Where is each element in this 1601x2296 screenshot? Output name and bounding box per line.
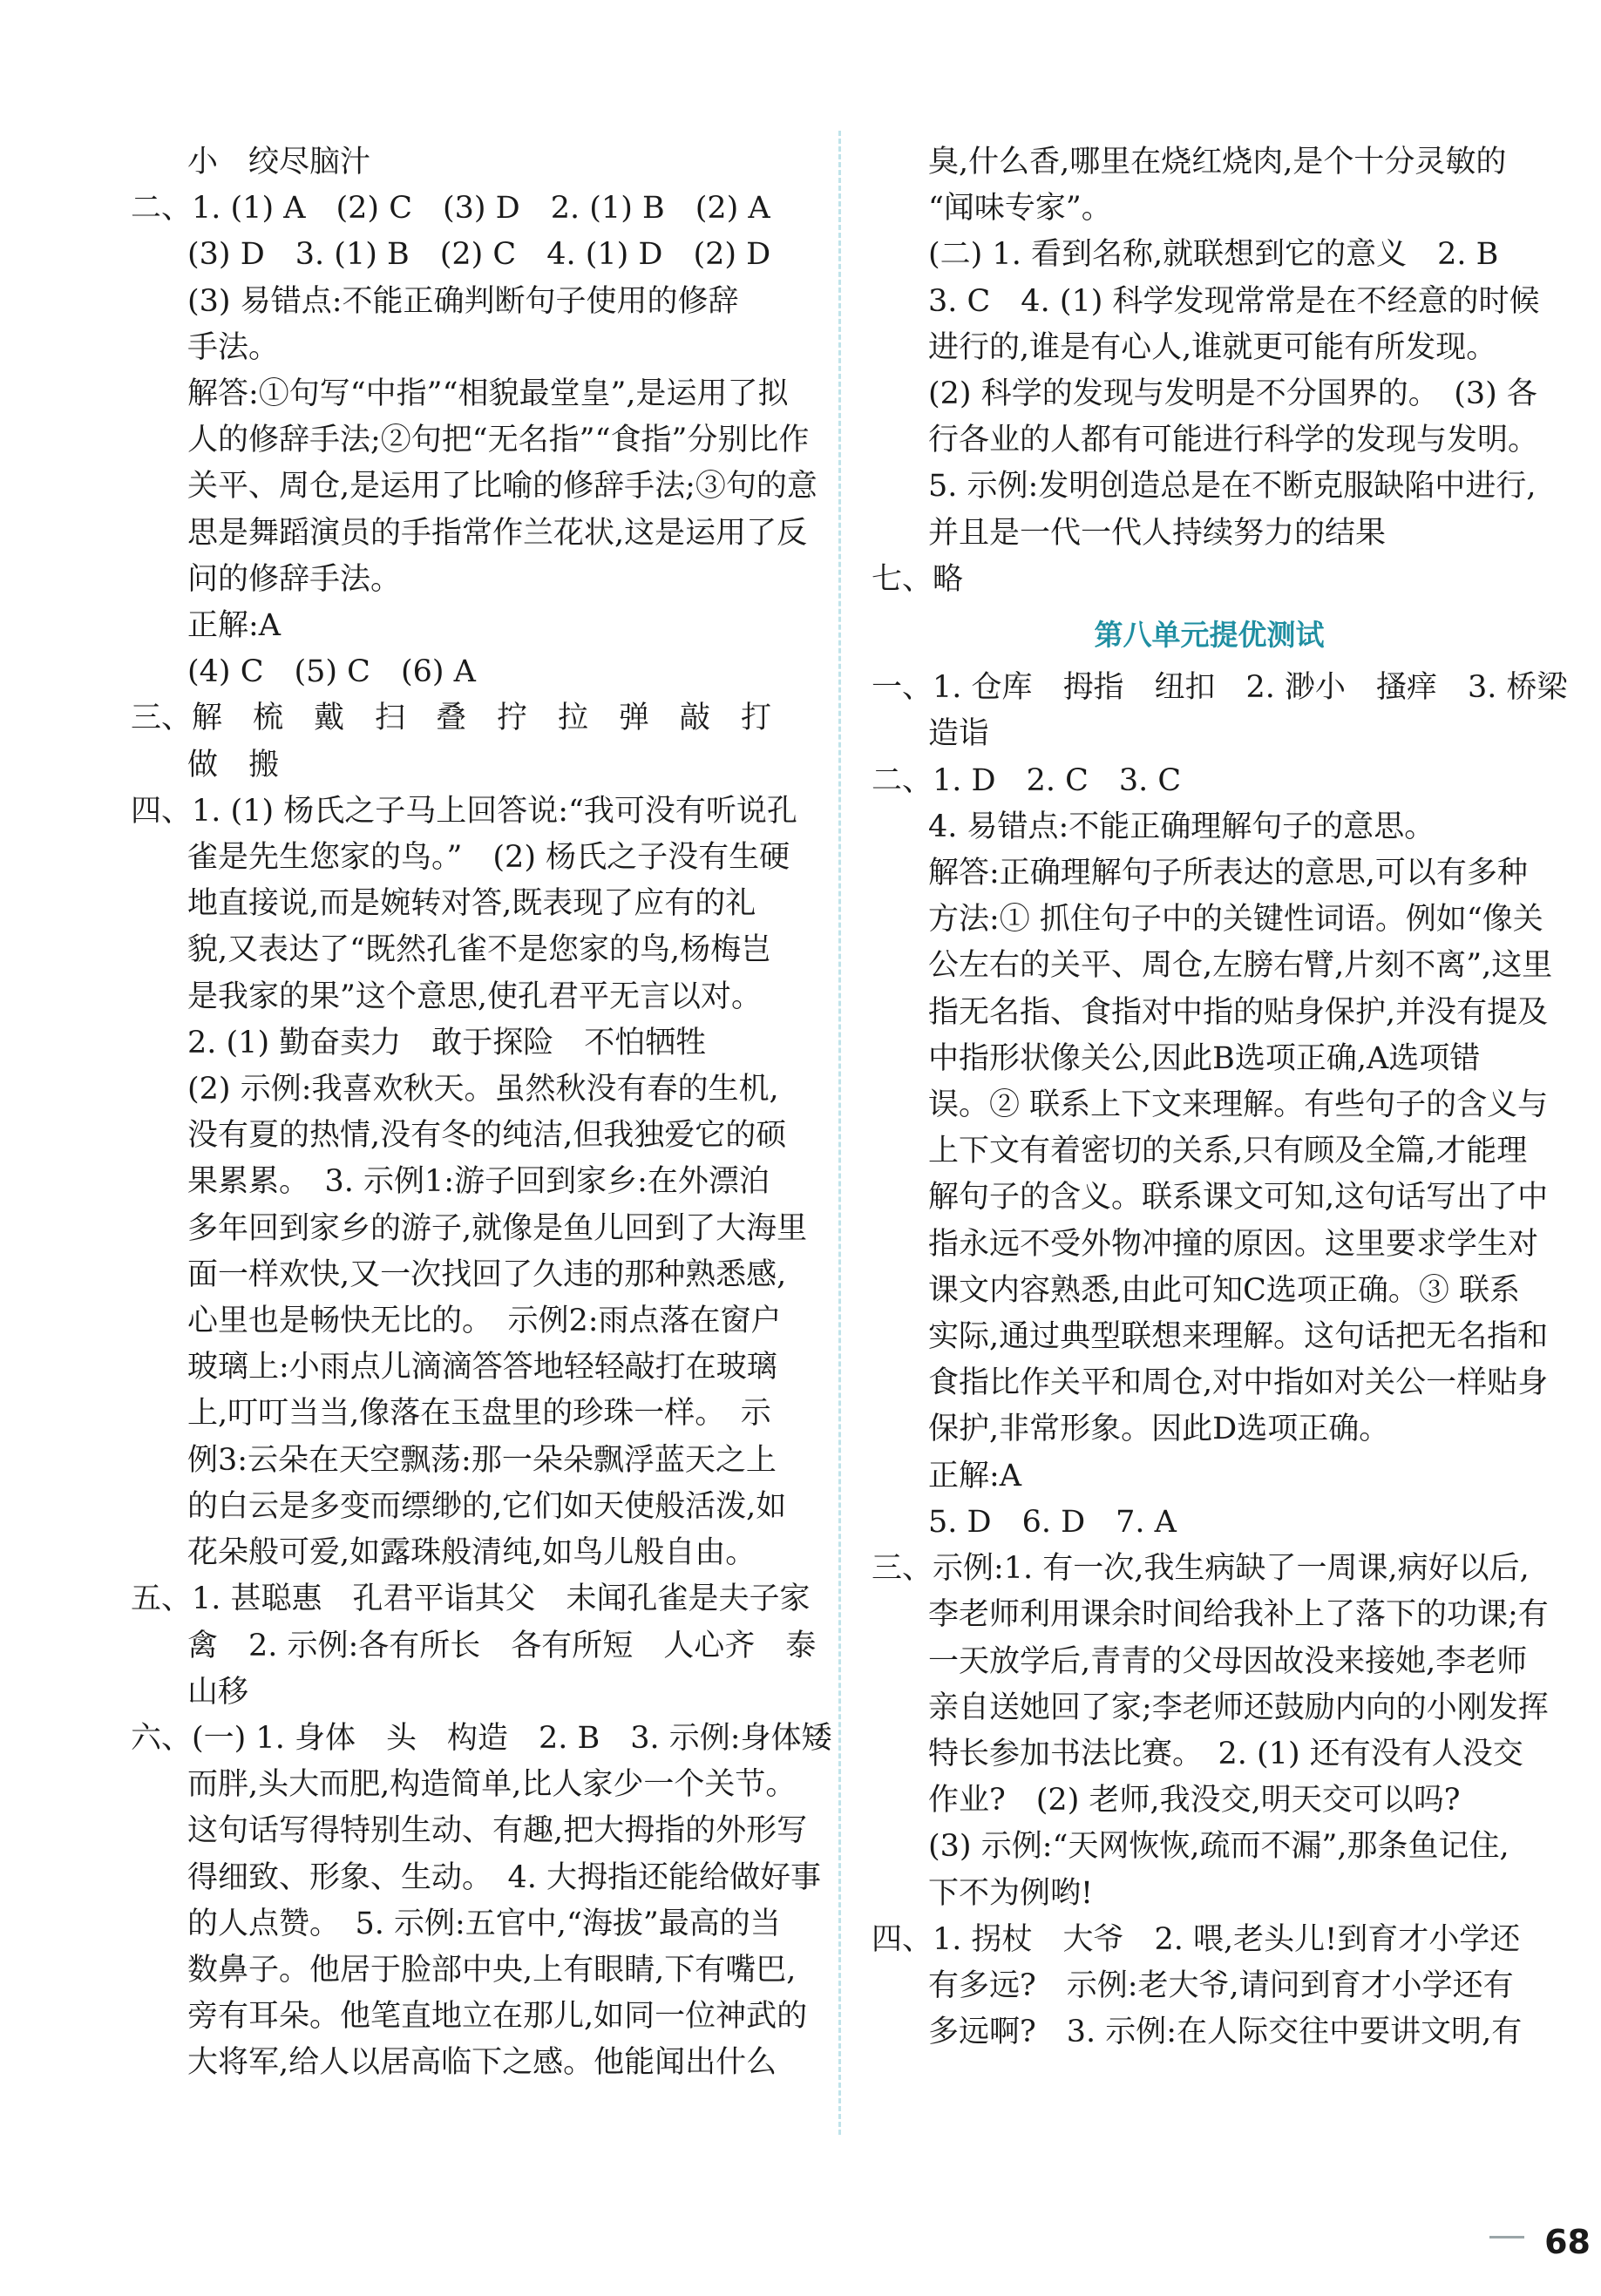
text-line: 这句话写得特别生动、有趣,把大拇指的外形写 — [187, 1813, 808, 1849]
text-line: 六、(一) 1. 身体 头 构造 2. B 3. 示例:身体矮 — [131, 1720, 832, 1756]
text-line: 指无名指、食指对中指的贴身保护,并没有提及 — [928, 994, 1549, 1030]
text-line: 上,叮叮当当,像落在玉盘里的珍珠一样。 示 — [187, 1396, 771, 1432]
text-line: 正解:A — [928, 1458, 1022, 1493]
text-line: 四、1. (1) 杨氏之子马上回答说:“我可没有听说孔 — [131, 793, 797, 829]
page-number-rule — [1489, 2236, 1524, 2238]
text-line: 有多远? 示例:老大爷,请问到育才小学还有 — [928, 1968, 1514, 2003]
text-line: 旁有耳朵。他笔直地立在那儿,如同一位神武的 — [187, 1999, 808, 2035]
text-line: 貌,又表达了“既然孔雀不是您家的鸟,杨梅岂 — [187, 932, 772, 968]
text-line: 课文内容熟悉,由此可知C选项正确。③ 联系 — [928, 1272, 1521, 1308]
text-line: 2. (1) 勤奋卖力 敢于探险 不怕牺牲 — [187, 1025, 707, 1060]
text-line: 指永远不受外物冲撞的原因。这里要求学生对 — [928, 1226, 1539, 1262]
text-line: 小 绞尽脑汁 — [187, 145, 371, 179]
text-line: 心里也是畅快无比的。 示例2:雨点落在窗户 — [187, 1304, 782, 1339]
text-line: 二、1. (1) A (2) C (3) D 2. (1) B (2) A — [131, 191, 770, 227]
text-line: 解答:正确理解句子所表达的意思,可以有多种 — [928, 856, 1528, 891]
text-line: 玻璃上:小雨点儿滴滴答答地轻轻敲打在玻璃 — [187, 1350, 777, 1385]
text-line: 的白云是多变而缥缈的,它们如天使般活泼,如 — [187, 1488, 787, 1524]
text-line: 正解:A — [187, 608, 282, 644]
text-line: 中指形状像关公,因此B选项正确,A选项错 — [928, 1040, 1481, 1076]
text-line: 多远啊? 3. 示例:在人际交往中要讲文明,有 — [928, 2015, 1523, 2050]
text-line: (4) C (5) C (6) A — [187, 654, 476, 690]
text-line: 公左右的关平、周仓,左膀右臂,片刻不离”,这里 — [928, 948, 1553, 984]
text-line: 二、1. D 2. C 3. C — [872, 762, 1182, 798]
text-line: 李老师利用课余时间给我补上了落下的功课;有 — [928, 1597, 1549, 1633]
text-line: 3. C 4. (1) 科学发现常常是在不经意的时候 — [928, 283, 1540, 319]
text-line: 关平、周仓,是运用了比喻的修辞手法;③句的意 — [187, 469, 817, 505]
text-line: 特长参加书法比赛。 2. (1) 还有没有人没交 — [928, 1736, 1523, 1771]
text-line: 保护,非常形象。因此D选项正确。 — [928, 1412, 1390, 1447]
right-column — [872, 139, 1568, 2056]
text-line: 造诣 — [928, 716, 990, 752]
text-line: 5. D 6. D 7. A — [928, 1504, 1177, 1540]
text-line: 的人点赞。 5. 示例:五官中,“海拔”最高的当 — [187, 1906, 781, 1941]
text-line: 禽 2. 示例:各有所长 各有所短 人心齐 泰 — [187, 1628, 817, 1663]
text-line: “闻味专家”。 — [928, 191, 1112, 227]
text-line: 山移 — [187, 1674, 249, 1710]
text-line: 三、解 梳 戴 扫 叠 拧 拉 弹 敲 打 — [131, 701, 772, 736]
text-line: 行各业的人都有可能进行科学的发现与发明。 — [928, 423, 1539, 458]
text-line: 臭,什么香,哪里在烧红烧肉,是个十分灵敏的 — [928, 145, 1507, 179]
text-line: 误。② 联系上下文来理解。有些句子的含义与 — [928, 1087, 1549, 1123]
page-number: 68 — [1544, 2223, 1591, 2261]
text-line: 多年回到家乡的游子,就像是鱼儿回到了大海里 — [187, 1210, 808, 1246]
text-line: 解句子的含义。联系课文可知,这句话写出了中 — [928, 1180, 1549, 1216]
text-line: 食指比作关平和周仓,对中指如对关公一样贴身 — [928, 1365, 1549, 1401]
text-line: 解答:①句写“中指”“相貌最堂皇”,是运用了拟 — [187, 376, 789, 412]
text-line: 进行的,谁是有心人,谁就更可能有所发现。 — [928, 329, 1497, 365]
text-line: 面一样欢快,又一次找回了久违的那种熟悉感, — [187, 1256, 787, 1292]
text-line: 亲自送她回了家;李老师还鼓励内向的小刚发挥 — [928, 1690, 1549, 1725]
text-line: 雀是先生您家的鸟。” (2) 杨氏之子没有生硬 — [187, 840, 790, 876]
text-line: 上下文有着密切的关系,只有顾及全篇,才能理 — [928, 1134, 1528, 1169]
text-line: 一天放学后,青青的父母因故没来接她,李老师 — [928, 1643, 1528, 1679]
text-line: 没有夏的热情,没有冬的纯洁,但我独爱它的硕 — [187, 1118, 787, 1154]
text-line: 并且是一代一代人持续努力的结果 — [928, 515, 1387, 551]
text-line: 大将军,给人以居高临下之感。他能闻出什么 — [187, 2045, 777, 2081]
text-line: (2) 科学的发现与发明是不分国界的。 (3) 各 — [928, 376, 1537, 412]
text-line: 思是舞蹈演员的手指常作兰花状,这是运用了反 — [187, 515, 808, 551]
text-line: (3) D 3. (1) B (2) C 4. (1) D (2) D — [187, 237, 771, 273]
text-line: 花朵般可爱,如露珠般清纯,如鸟儿般自由。 — [187, 1535, 756, 1571]
text-line: 作业? (2) 老师,我没交,明天交可以吗? — [928, 1783, 1461, 1819]
text-line: 地直接说,而是婉转对答,既表现了应有的礼 — [187, 886, 756, 922]
text-line: (二) 1. 看到名称,就联想到它的意义 2. B — [928, 237, 1499, 273]
text-line: 5. 示例:发明创造总是在不断克服缺陷中进行, — [928, 469, 1537, 505]
text-line: 而胖,头大而肥,构造简单,比人家少一个关节。 — [187, 1767, 797, 1803]
text-line: 三、示例:1. 有一次,我生病缺了一周课,病好以后, — [872, 1551, 1530, 1587]
text-line: (3) 易错点:不能正确判断句子使用的修辞 — [187, 283, 739, 319]
text-line: 手法。 — [187, 329, 280, 365]
text-line: 一、1. 仓库 拇指 纽扣 2. 渺小 搔痒 3. 桥梁 — [872, 670, 1568, 706]
text-line: 实际,通过典型联想来理解。这句话把无名指和 — [928, 1319, 1549, 1355]
text-line: 四、1. 拐杖 大爷 2. 喂,老头儿!到育才小学还 — [872, 1921, 1521, 1957]
text-line: 方法:① 抓住句子中的关键性词语。例如“像关 — [928, 902, 1543, 938]
text-line: 做 搬 — [187, 747, 280, 782]
text-line: 人的修辞手法;②句把“无名指”“食指”分别比作 — [187, 423, 810, 458]
text-line: (2) 示例:我喜欢秋天。虽然秋没有春的生机, — [187, 1072, 779, 1107]
text-line: 五、1. 甚聪惠 孔君平诣其父 未闻孔雀是夫子家 — [131, 1581, 811, 1617]
text-line: 例3:云朵在天空飘荡:那一朵朵飘浮蓝天之上 — [187, 1442, 777, 1478]
left-column — [131, 139, 832, 2087]
text-line: 问的修辞手法。 — [187, 561, 402, 597]
text-line: 下不为例哟! — [928, 1875, 1094, 1911]
text-line: 得细致、形象、生动。 4. 大拇指还能给做好事 — [187, 1859, 822, 1895]
text-line: 七、略 — [872, 561, 964, 597]
column-divider — [838, 131, 841, 2135]
text-line: 4. 易错点:不能正确理解句子的意思。 — [928, 809, 1435, 844]
section-title: 第八单元提优测试 — [1094, 618, 1325, 653]
text-line: 数鼻子。他居于脸部中央,上有眼睛,下有嘴巴, — [187, 1952, 797, 1988]
text-line: (3) 示例:“天网恢恢,疏而不漏”,那条鱼记住, — [928, 1829, 1509, 1865]
text-line: 是我家的果”这个意思,使孔君平无言以对。 — [187, 979, 763, 1014]
text-line: 果累累。 3. 示例1:游子回到家乡:在外漂泊 — [187, 1164, 770, 1200]
